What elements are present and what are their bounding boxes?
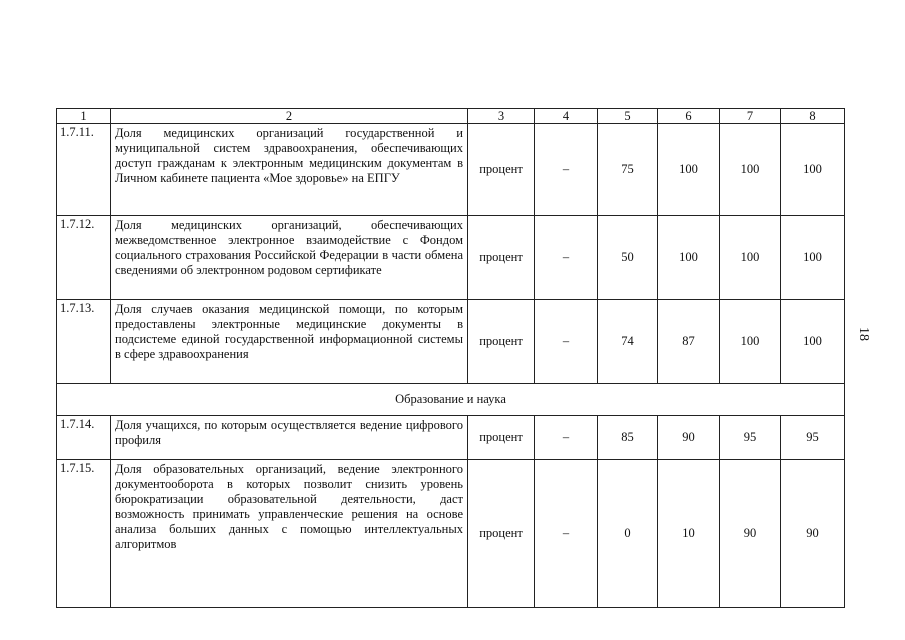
value-col7: 100 bbox=[720, 300, 781, 384]
base-value-cell: – bbox=[535, 416, 598, 460]
value-col5: 75 bbox=[598, 124, 658, 216]
value-col8: 100 bbox=[781, 300, 845, 384]
header-cell: 4 bbox=[535, 109, 598, 124]
value-col7: 90 bbox=[720, 460, 781, 608]
section-title: Образование и наука bbox=[57, 384, 845, 416]
table-row bbox=[57, 460, 845, 608]
unit-cell: процент bbox=[468, 124, 535, 216]
base-value-cell: – bbox=[535, 300, 598, 384]
unit-cell: процент bbox=[468, 300, 535, 384]
header-cell: 6 bbox=[658, 109, 720, 124]
row-number: 1.7.13. bbox=[57, 300, 111, 384]
value-col7: 100 bbox=[720, 216, 781, 300]
value-col7: 100 bbox=[720, 124, 781, 216]
header-cell: 7 bbox=[720, 109, 781, 124]
page-number: 18 bbox=[856, 327, 871, 341]
value-col6: 90 bbox=[658, 416, 720, 460]
indicator-description: Доля случаев оказания медицинской помощи, по которым предоставлены электронные медицинские документы в подсистеме единой государственной информационной системы в сфере здравоохранения bbox=[111, 300, 468, 384]
header-cell: 3 bbox=[468, 109, 535, 124]
base-value-cell: – bbox=[535, 460, 598, 608]
row-number: 1.7.14. bbox=[57, 416, 111, 460]
unit-cell: процент bbox=[468, 216, 535, 300]
base-value-cell: – bbox=[535, 216, 598, 300]
value-col8: 100 bbox=[781, 124, 845, 216]
table-row bbox=[57, 216, 845, 300]
base-value-cell: – bbox=[535, 124, 598, 216]
value-col6: 87 bbox=[658, 300, 720, 384]
row-number: 1.7.15. bbox=[57, 460, 111, 608]
indicator-description: Доля учащихся, по которым осуществляется ведение цифрового профиля bbox=[111, 416, 468, 460]
table-row bbox=[57, 124, 845, 216]
table-row bbox=[57, 416, 845, 460]
section-header-row bbox=[57, 384, 845, 416]
indicator-description: Доля медицинских организаций, обеспечивающих межведомственное электронное взаимодействие с Фондом социального страхования Российской Федерации в части обмена сведениями об электронном родовом сертификате bbox=[111, 216, 468, 300]
header-cell: 8 bbox=[781, 109, 845, 124]
value-col5: 74 bbox=[598, 300, 658, 384]
indicator-description: Доля медицинских организаций государственной и муниципальной систем здравоохранения, обеспечивающих доступ гражданам к электронным медицинским документам в Личном кабинете пациента «Мое здоровье» на ЕПГУ bbox=[111, 124, 468, 216]
value-col5: 50 bbox=[598, 216, 658, 300]
value-col5: 0 bbox=[598, 460, 658, 608]
value-col6: 100 bbox=[658, 124, 720, 216]
header-cell: 1 bbox=[57, 109, 111, 124]
row-number: 1.7.12. bbox=[57, 216, 111, 300]
value-col8: 90 bbox=[781, 460, 845, 608]
row-number: 1.7.11. bbox=[57, 124, 111, 216]
value-col5: 85 bbox=[598, 416, 658, 460]
value-col8: 95 bbox=[781, 416, 845, 460]
table-header-row bbox=[57, 109, 845, 124]
value-col7: 95 bbox=[720, 416, 781, 460]
header-cell: 5 bbox=[598, 109, 658, 124]
unit-cell: процент bbox=[468, 416, 535, 460]
value-col6: 100 bbox=[658, 216, 720, 300]
table-row bbox=[57, 300, 845, 384]
unit-cell: процент bbox=[468, 460, 535, 608]
value-col8: 100 bbox=[781, 216, 845, 300]
header-cell: 2 bbox=[111, 109, 468, 124]
value-col6: 10 bbox=[658, 460, 720, 608]
indicator-description: Доля образовательных организаций, ведение электронного документооборота в которых позволит снизить уровень бюрократизации образовательной деятельности, даст возможность принимать управленческие решения на основе анализа больших данных с помощью интеллектуальных алгоритмов bbox=[111, 460, 468, 608]
indicator-table bbox=[56, 108, 845, 608]
